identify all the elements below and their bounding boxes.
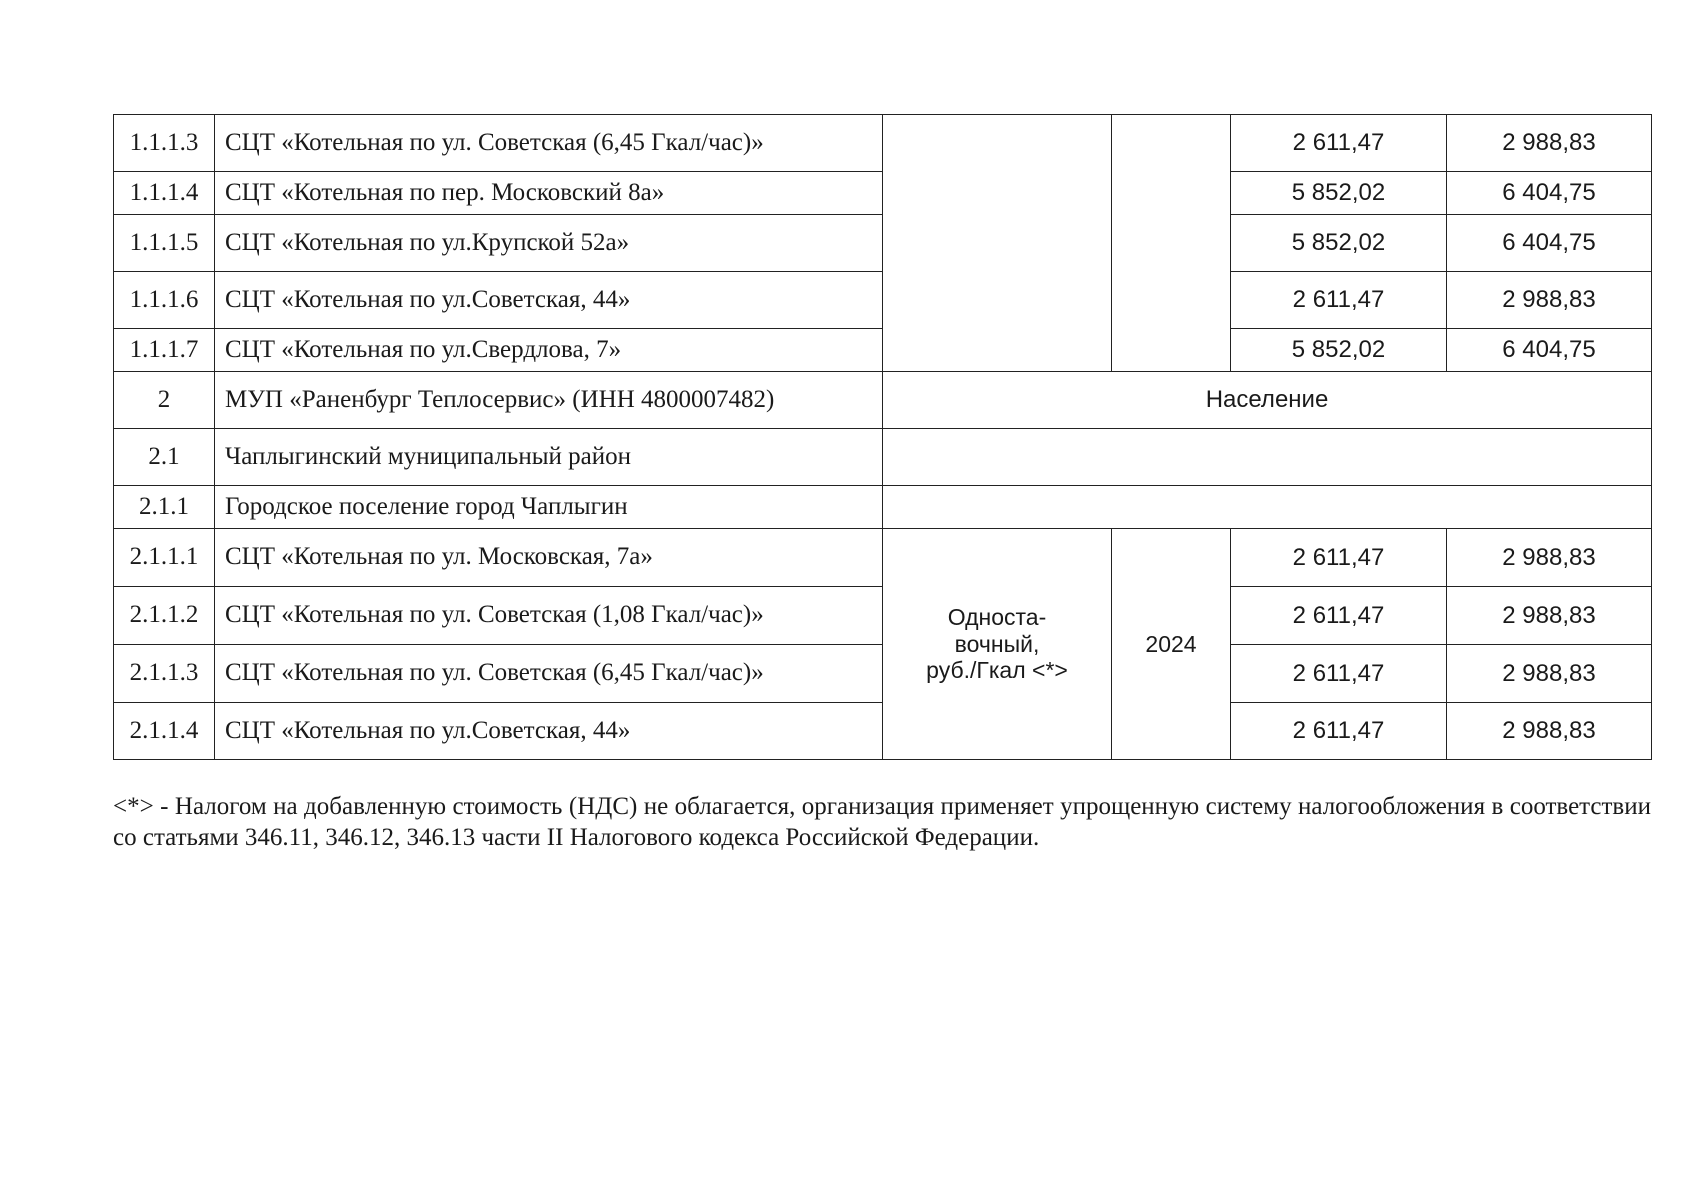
tariff-value-2: 2 988,83	[1447, 703, 1652, 760]
row-name: СЦТ «Котельная по ул. Советская (6,45 Гкал/час)»	[215, 115, 883, 172]
row-name: СЦТ «Котельная по ул.Советская, 44»	[215, 272, 883, 329]
tariff-year: 2024	[1112, 529, 1231, 760]
row-name: СЦТ «Котельная по ул.Крупской 52а»	[215, 215, 883, 272]
org-name: МУП «Раненбург Теплосервис» (ИНН 4800007482)	[215, 372, 883, 429]
settlement-number: 2.1.1	[114, 486, 215, 529]
tariff-value-1: 5 852,02	[1231, 215, 1447, 272]
row-number: 1.1.1.3	[114, 115, 215, 172]
vat-footnote: <*> - Налогом на добавленную стоимость (НДС) не облагается, организация применяет упрощенную систему налогообложения в соответствии со статьями 346.11, 346.12, 346.13 части II Налогового кодекса Российской Федерации.	[113, 793, 1651, 852]
tariff-value-2: 6 404,75	[1447, 329, 1652, 372]
tariff-type-line: Односта-	[947, 604, 1047, 631]
tariff-type	[883, 529, 1112, 760]
tariff-value-1: 2 611,47	[1231, 115, 1447, 172]
table-row	[114, 529, 1652, 587]
tariff-type-line: руб./Гкал <*>	[926, 657, 1068, 684]
row-number: 1.1.1.7	[114, 329, 215, 372]
row-number: 1.1.1.4	[114, 172, 215, 215]
empty-cell	[883, 429, 1652, 486]
tariff-value-2: 2 988,83	[1447, 645, 1652, 703]
year-cell-empty	[1112, 115, 1231, 372]
table-row-settlement	[114, 486, 1652, 529]
consumer-category: Население	[883, 372, 1652, 429]
district-name: Чаплыгинский муниципальный район	[215, 429, 883, 486]
row-name: СЦТ «Котельная по ул. Московская, 7а»	[215, 529, 883, 587]
row-number: 2.1.1.4	[114, 703, 215, 760]
settlement-name: Городское поселение город Чаплыгин	[215, 486, 883, 529]
tariff-value-1: 5 852,02	[1231, 172, 1447, 215]
tariff-type-cell-empty	[883, 115, 1112, 372]
tariff-value-1: 2 611,47	[1231, 529, 1447, 587]
tariff-value-1: 5 852,02	[1231, 329, 1447, 372]
tariff-value-1: 2 611,47	[1231, 645, 1447, 703]
row-number: 1.1.1.5	[114, 215, 215, 272]
table-row-district	[114, 429, 1652, 486]
table-row-organization	[114, 372, 1652, 429]
row-name: СЦТ «Котельная по ул.Советская, 44»	[215, 703, 883, 760]
tariff-value-1: 2 611,47	[1231, 587, 1447, 645]
tariff-value-1: 2 611,47	[1231, 272, 1447, 329]
tariff-value-2: 6 404,75	[1447, 215, 1652, 272]
row-number: 2.1.1.2	[114, 587, 215, 645]
row-number: 1.1.1.6	[114, 272, 215, 329]
tariff-value-2: 2 988,83	[1447, 587, 1652, 645]
tariff-value-1: 2 611,47	[1231, 703, 1447, 760]
empty-cell	[883, 486, 1652, 529]
org-number: 2	[114, 372, 215, 429]
tariff-value-2: 2 988,83	[1447, 272, 1652, 329]
row-name: СЦТ «Котельная по пер. Московский 8а»	[215, 172, 883, 215]
row-name: СЦТ «Котельная по ул. Советская (1,08 Гкал/час)»	[215, 587, 883, 645]
tariff-value-2: 6 404,75	[1447, 172, 1652, 215]
tariff-table	[113, 114, 1652, 760]
row-number: 2.1.1.1	[114, 529, 215, 587]
row-name: СЦТ «Котельная по ул.Свердлова, 7»	[215, 329, 883, 372]
district-number: 2.1	[114, 429, 215, 486]
row-name: СЦТ «Котельная по ул. Советская (6,45 Гкал/час)»	[215, 645, 883, 703]
table-row	[114, 115, 1652, 172]
tariff-value-2: 2 988,83	[1447, 115, 1652, 172]
tariff-value-2: 2 988,83	[1447, 529, 1652, 587]
row-number: 2.1.1.3	[114, 645, 215, 703]
tariff-type-line: вочный,	[954, 630, 1040, 657]
